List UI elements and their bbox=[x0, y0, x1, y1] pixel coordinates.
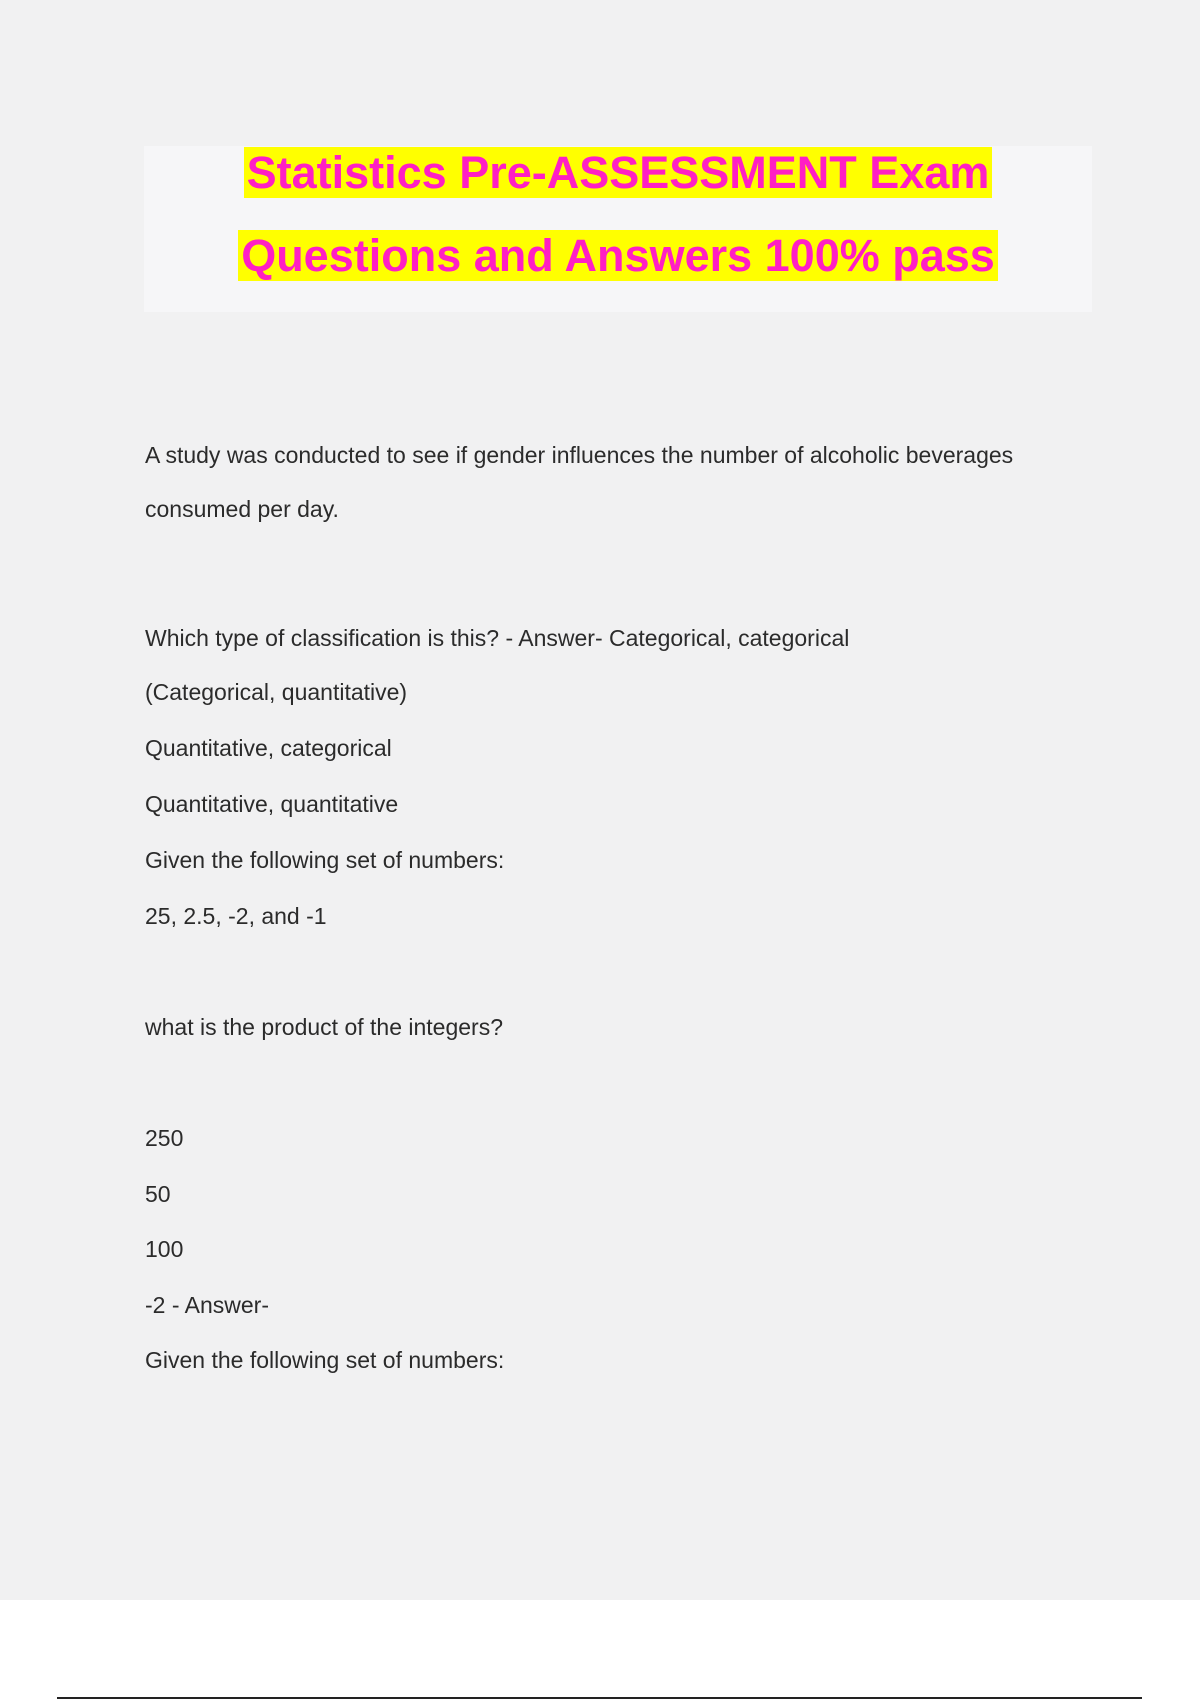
title-highlight-1: Statistics Pre-ASSESSMENT Exam bbox=[244, 147, 993, 198]
answer-option: 250 bbox=[145, 1125, 184, 1151]
title-highlight-2: Questions and Answers 100% pass bbox=[238, 230, 998, 281]
answer-option: Quantitative, quantitative bbox=[145, 791, 399, 817]
answer-option: -2 - Answer- bbox=[145, 1292, 269, 1318]
question-text-line: Given the following set of numbers: bbox=[145, 1347, 505, 1373]
document-title-line-2 bbox=[144, 228, 1092, 284]
question-text-line: A study was conducted to see if gender influences the number of alcoholic beverages bbox=[145, 442, 1014, 468]
answer-option: 50 bbox=[145, 1181, 171, 1207]
document-title-line-1 bbox=[144, 145, 1092, 201]
question-text-line: what is the product of the integers? bbox=[145, 1014, 503, 1040]
answer-option: Quantitative, categorical bbox=[145, 735, 392, 761]
footer-divider bbox=[57, 1697, 1142, 1699]
question-text-line: 25, 2.5, -2, and -1 bbox=[145, 903, 327, 929]
question-text-line: Given the following set of numbers: bbox=[145, 847, 505, 873]
answer-option: 100 bbox=[145, 1236, 184, 1262]
answer-option: (Categorical, quantitative) bbox=[145, 679, 408, 705]
question-text-line: Which type of classification is this? - Answer- Categorical, categorical bbox=[145, 625, 850, 651]
question-text-line: consumed per day. bbox=[145, 496, 339, 522]
